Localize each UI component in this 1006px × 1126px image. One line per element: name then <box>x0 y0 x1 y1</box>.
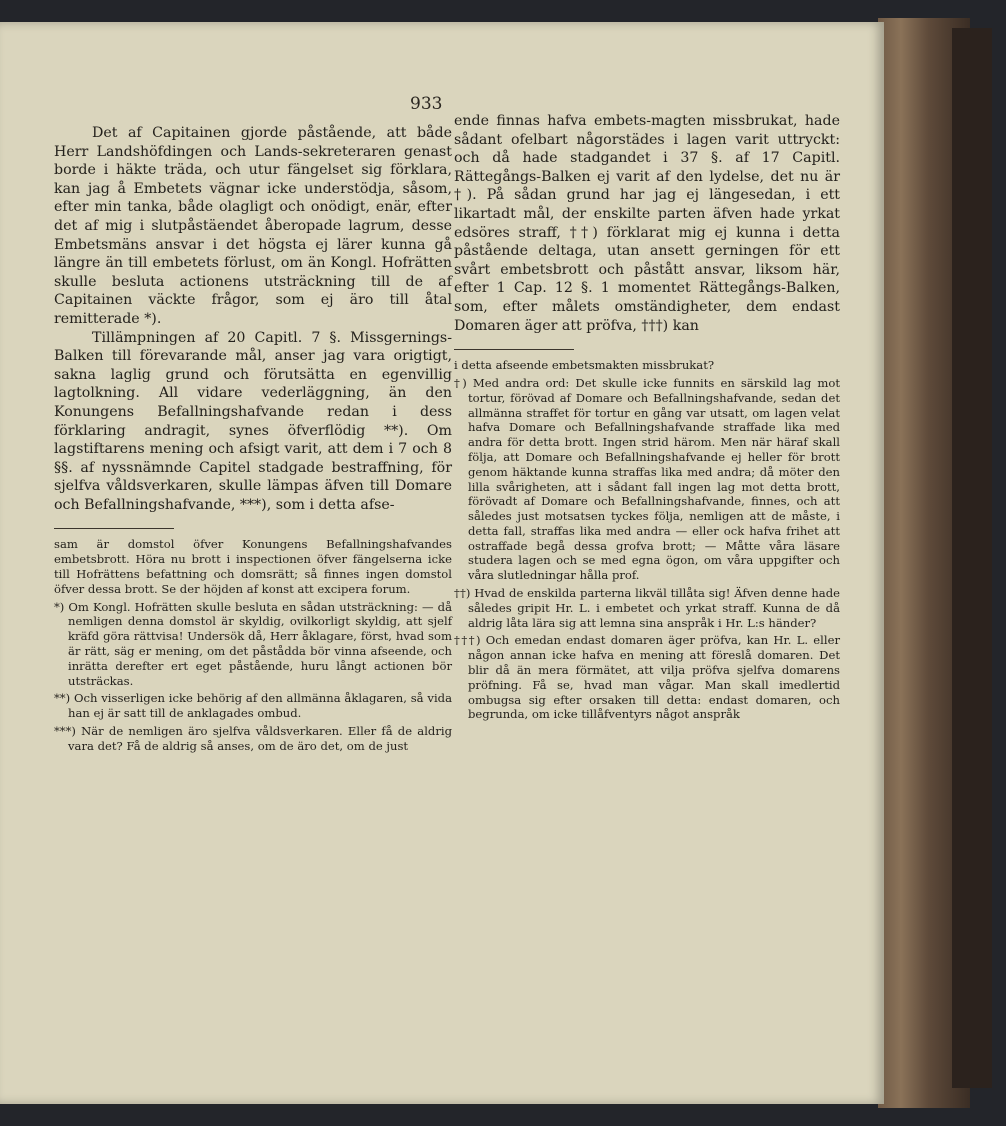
book-page <box>0 22 884 1104</box>
page-number: 933 <box>410 94 443 114</box>
left-footnote-1: *) Om Kongl. Hofrätten skulle besluta en sådan utsträckning: — då nemligen denna domstol är skyldig, ovilkorligt skyldig, att sjelf kräfd göra rättvisa! Undersök då, Herr åklagare, först, hvad som är rätt, säg er mening, om det påstådda bör vinna afseende, och inrätta derefter ert eget påstående, huru långt actionen bör utsträckas. <box>54 599 452 688</box>
footnote-divider <box>54 528 174 529</box>
right-footnote-3: †††) Och emedan endast domaren äger pröfva, kan Hr. L. eller någon annan icke hafva en mening att föreslå domaren. Det blir då än mera förmätet, att vilja pröfva sjelfva domarens pröfning. Få se, hvad man vågar. Man skall imedlertid ombugsa sig efter orsaken till detta: endast domaren, och begrunda, om icke tillåfventyrs något anspråk <box>454 633 840 722</box>
left-footnote-2: **) Och visserligen icke behörig af den allmänna åklagaren, så vida han ej är satt till de anklagades ombud. <box>54 691 452 721</box>
left-column <box>54 124 452 757</box>
right-footnote-continuation: i detta afseende embetsmakten missbrukat? <box>454 358 715 373</box>
left-footnote-3: ***) När de nemligen äro sjelfva våldsverkaren. Eller få de aldrig vara det? Få de aldrig så anses, om de äro det, om de just <box>54 724 452 753</box>
footnote-divider <box>454 349 574 350</box>
right-paragraph-1: ende finnas hafva embets-magten missbrukat, hade sådant ofelbart någorstädes i lagen varit uttryckt: och då hade stadgandet i 37 §. af 17 Capitl. Rättegångs-Balken ej varit af den lydelse, det nu är †). På sådan grund har jag ej längesedan, i ett likartadt mål, der enskilte parten äfven hade yrkat edsöres straff, ††) förklarat mig ej kunna i detta påstående deltaga, utan ansett gerningen för ett svårt embetsbrott och påstått ansvar, liksom här, efter 1 Cap. 12 §. 1 momentet Rättegångs-Balken, som, efter målets omständigheter, dem endast Domaren äger att pröfva, †††) kan <box>454 113 840 334</box>
book-cover-edge <box>952 28 992 1088</box>
right-column <box>454 112 840 725</box>
right-footnote-1: †) Med andra ord: Det skulle icke funnits en särskild lag mot tortur, förövad af Domare och Befallningshafvande, sedan det allmänna straffet för tortur en gång var utsatt, om lagen velat hafva Domare och Befallningshafvande straffade lika med andra för detta brott. Ingen strid härom. Men när häraf skall följa, att Domare och Befallningshafvande ej heller för brott genom häktande kunna straffas lika med andra; då möter den lilla svårigheten, att i sådant fall ingen lag mot detta brott, förövadt af Domare och Befallningshafvande, finnes, och att således just motsatsen tyckes följa, nemligen att de måste, i detta fall, straffas lika med andra — eller ock hafva frihet att ostraffade begå dessa grofva brott; — Måtte våra läsare studera lagen och se med egna ögon, om våra uppgifter och våra slutledningar hålla prof. <box>454 375 840 583</box>
left-paragraph-2: Tillämpningen af 20 Capitl. 7 §. Missgernings-Balken till förevarande mål, anser jag vara origtigt, sakna laglig grund och förutsätta en egenvillig lagtolkning. All vidare vederläggning, än den Konungens Befallningshafvande redan i dess förklaring andragit, synes öfverflödig **). Om lagstiftarens mening och afsigt varit, att dem i 7 och 8 §§. af nyssnämnde Capitel stadgade bestraffning, för sjelfva våldsverkaren, skulle lämpas äfven till Domare och Befallningshafvande, ***), som i detta afse- <box>54 329 452 513</box>
right-footnote-2: ††) Hvad de enskilda parterna likväl tillåta sig! Äfven denne hade således gripit Hr. L. i embetet och yrkat straff. Kunna de då aldrig låta lära sig att lemna sina anspråk i Hr. L:s händer? <box>454 586 840 630</box>
left-paragraph-1: Det af Capitainen gjorde påstående, att både Herr Landshöfdingen och Lands-sekreteraren genast borde i häkte träda, och utur fängelset sig förklara, kan jag å Embetets vägnar icke understödja, såsom, efter min tanka, både olagligt och onödigt, enär, efter det af mig i slutpåstäendet åberopade lagrum, desse Embetsmäns ansvar i det högsta ej lärer kunna gå längre än till embetets förlust, om än Kongl. Hofrätten skulle besluta actionens utsträckning till de af Capitainen väckte frågor, som ej äro till åtal remitterade *). <box>54 125 452 327</box>
left-footnote-continuation: sam är domstol öfver Konungens Befallningshafvandes embetsbrott. Höra nu brott i inspectionen öfver fängelserna icke till Hofrättens befattning och domsrätt; så finnes ingen domstol öfver dessa brott. Se der höjden af konst att excipera forum. <box>54 537 452 596</box>
